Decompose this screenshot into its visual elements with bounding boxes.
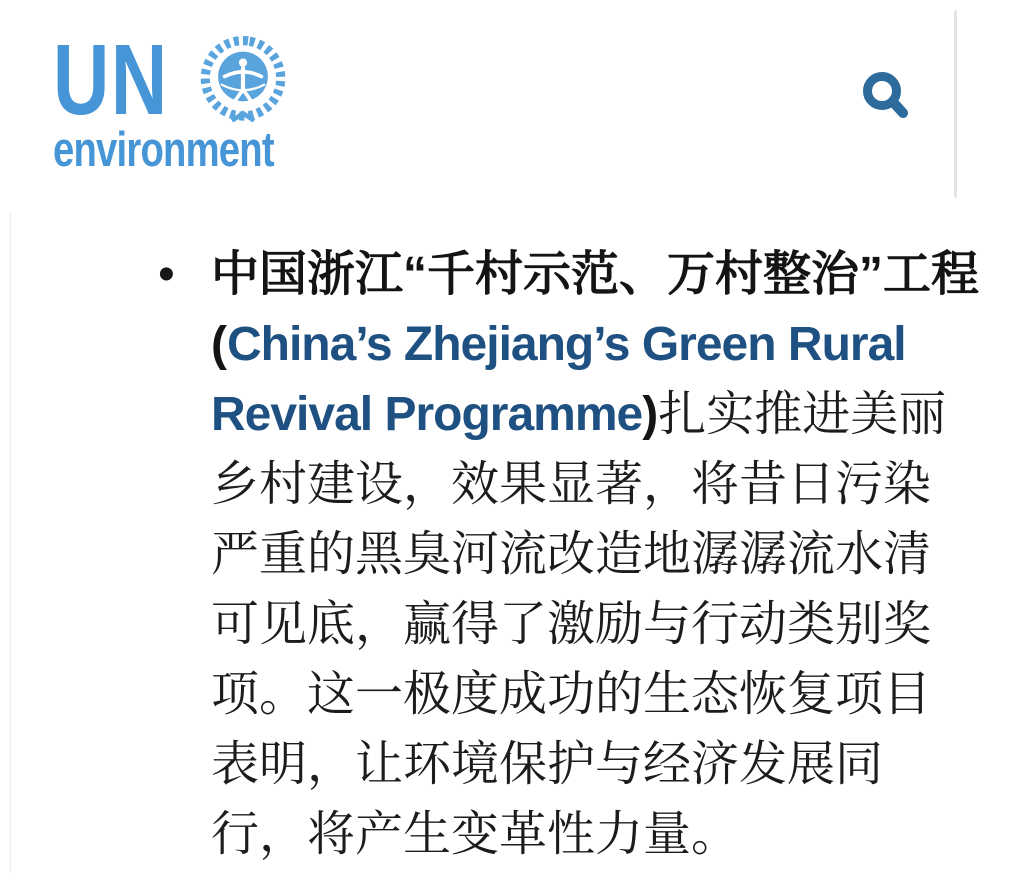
bullet-paragraph — [211, 240, 1011, 870]
paragraph-line — [211, 590, 1011, 660]
paragraph-line — [211, 450, 1011, 520]
paragraph-text: 中国浙江“千村示范、万村整治”工程 — [211, 248, 980, 301]
logo-un-text: UN — [53, 24, 169, 136]
header-divider-line[interactable] — [954, 10, 957, 198]
bullet-marker: • — [158, 248, 175, 301]
logo-environment-text: environment — [53, 123, 274, 177]
paragraph-line — [211, 730, 1011, 800]
article-content — [10, 212, 1011, 874]
paragraph-text: 扎实推进美丽 — [658, 388, 947, 441]
paragraph-line — [211, 660, 1011, 730]
search-icon — [855, 116, 917, 131]
paragraph-line — [211, 240, 1011, 310]
paragraph-line — [211, 800, 1011, 870]
site-header — [0, 0, 1011, 212]
paragraph-text: 表明，让环境保护与经济发展同 — [211, 738, 884, 791]
paragraph-text: 乡村建设，效果显著，将昔日污染 — [211, 458, 932, 511]
unep-emblem-icon — [195, 36, 291, 128]
paragraph-line — [211, 380, 1011, 450]
paragraph-text: 项。这一极度成功的生态恢复项目 — [211, 668, 932, 721]
paragraph-text: 可见底，赢得了激励与行动类别奖 — [211, 598, 932, 651]
paragraph-text: 严重的黑臭河流改造地潺潺流水清 — [211, 528, 932, 581]
paragraph-line — [211, 520, 1011, 590]
paragraph-text: ( — [211, 318, 227, 371]
paragraph-text: 行，将产生变革性力量。 — [211, 808, 740, 861]
programme-link[interactable]: Revival Programme — [211, 388, 643, 441]
programme-link[interactable]: China’s Zhejiang’s Green Rural — [226, 318, 906, 371]
un-environment-logo[interactable] — [53, 24, 336, 177]
paragraph-text: ) — [642, 388, 659, 441]
paragraph-line — [211, 310, 1011, 380]
search-button[interactable] — [852, 64, 920, 132]
